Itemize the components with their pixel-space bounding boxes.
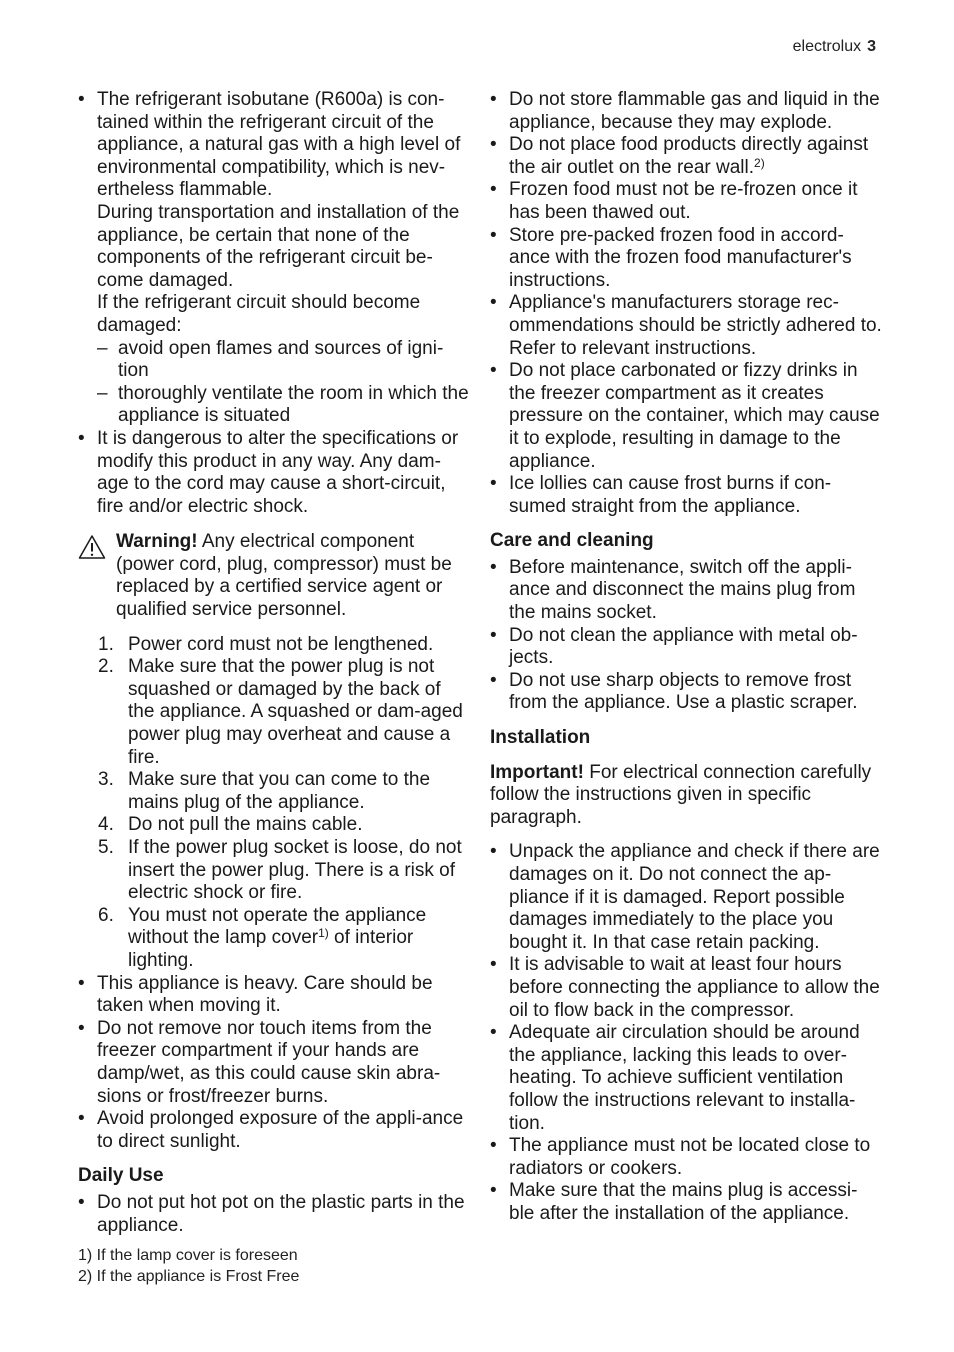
page-number: 3 — [867, 38, 876, 55]
warning-label: Warning! — [116, 531, 198, 553]
left-column — [78, 89, 470, 1237]
list-item: • Do not put hot pot on the plastic parts in the appliance. — [78, 1192, 470, 1237]
list-item: • Store pre-packed frozen food in accord-ance with the frozen food manufacturer's instructions. — [490, 225, 882, 293]
warning-triangle-icon — [78, 534, 106, 560]
paragraph: During transportation and installation of the appliance, be certain that none of the components of the refrigerant circuit be-come damaged. — [97, 201, 460, 291]
list-item — [490, 134, 882, 179]
list-item: • The appliance must not be located close to radiators or cookers. — [490, 1135, 882, 1180]
item-text: If the power plug socket is loose, do not insert the power plug. There is a risk of electric shock or fire. — [128, 837, 462, 904]
list-item: • Adequate air circulation should be around the appliance, lacking this leads to over-heating. To achieve sufficient ventilation follow the instructions relevant to installa-tion. — [490, 1022, 882, 1135]
page-header — [793, 37, 876, 57]
footnote-ref: 2) — [754, 155, 765, 170]
safety-list — [78, 973, 470, 1154]
list-item: • This appliance is heavy. Care should be taken when moving it. — [78, 973, 470, 1018]
list-item: • Ice lollies can cause frost burns if con-sumed straight from the appliance. — [490, 473, 882, 518]
item-text: Make sure that the power plug is not squashed or damaged by the back of the appliance. A squashed or dam-aged power plug may overheat and cause a fire. — [128, 656, 463, 768]
dash-list — [97, 338, 470, 428]
list-item — [78, 89, 470, 428]
paragraph: • The refrigerant isobutane (R600a) is con-tained within the refrigerant circuit of the appliance, a natural gas with a high level of environmental compatibility, which is nev-ertheless flammable. — [97, 89, 461, 201]
numbered-list — [78, 634, 470, 973]
item-number: 3. — [98, 769, 114, 791]
item-text: You must not operate the appliance without the lamp cover — [128, 904, 427, 949]
item-number: 4. — [98, 814, 114, 836]
numbered-item — [78, 837, 470, 905]
important-label: Important! — [490, 761, 584, 783]
right-column — [490, 89, 882, 1226]
numbered-item — [78, 656, 470, 769]
safety-list — [78, 89, 470, 518]
list-item: • Appliance's manufacturers storage rec-ommendations should be strictly adhered to. Refer to relevant instructions. — [490, 292, 882, 360]
section-heading-care-cleaning: Care and cleaning — [490, 530, 654, 552]
numbered-item — [78, 769, 470, 814]
list-item: • Do not use sharp objects to remove frost from the appliance. Use a plastic scraper. — [490, 670, 882, 715]
important-note — [490, 762, 882, 830]
usage-list — [490, 89, 882, 518]
numbered-item — [78, 634, 470, 657]
item-text: Do not pull the mains cable. — [128, 814, 363, 836]
warning-text: Any electrical component (power cord, plug, compressor) must be replaced by a certified service agent or qualified service personnel. — [116, 531, 452, 621]
footnote: 1) If the lamp cover is foreseen — [78, 1247, 298, 1264]
list-item: • Do not store flammable gas and liquid in the appliance, because they may explode. — [490, 89, 882, 134]
item-number: 1. — [98, 633, 114, 655]
numbered-item — [78, 905, 470, 973]
brand-name: electrolux — [792, 38, 862, 55]
daily-use-list — [78, 1192, 470, 1237]
footnote: 2) If the appliance is Frost Free — [78, 1268, 300, 1285]
item-number: 5. — [98, 837, 114, 858]
list-item: • Do not remove nor touch items from the freezer compartment if your hands are damp/wet, as this could cause skin abra-sions or frost/freezer burns. — [78, 1018, 470, 1108]
list-item: • Before maintenance, switch off the appli-ance and disconnect the mains plug from the mains socket. — [490, 557, 882, 625]
list-item: • Do not clean the appliance with metal ob-jects. — [490, 625, 882, 670]
item-text: Power cord must not be lengthened. — [128, 633, 434, 655]
list-item: • It is advisable to wait at least four hours before connecting the appliance to allow the oil to flow back in the compressor. — [490, 954, 882, 1022]
dash-item: – thoroughly ventilate the room in which the appliance is situated — [97, 383, 470, 428]
numbered-item — [78, 814, 470, 837]
section-heading-installation: Installation — [490, 727, 591, 749]
installation-list — [490, 841, 882, 1225]
list-item: • It is dangerous to alter the specifications or modify this product in any way. Any dam-age to the cord may cause a short-circuit, fire and/or electric shock. — [78, 428, 470, 518]
warning-block — [78, 531, 470, 621]
footnotes — [78, 1245, 299, 1287]
list-item: • Do not place carbonated or fizzy drinks in the freezer compartment as it creates pressure on the container, which may cause it to explode, resulting in damage to the appliance. — [490, 360, 882, 473]
list-item: • Unpack the appliance and check if there are damages on it. Do not connect the ap-pliance if it is damaged. Report possible damages immediately to the place you bought it. In that case retain packing. — [490, 841, 882, 954]
list-item: • Avoid prolonged exposure of the appli-ance to direct sunlight. — [78, 1108, 470, 1153]
item-text: Do not place food products directly against the air outlet on the rear wall. — [509, 134, 869, 178]
list-item: • Frozen food must not be re-frozen once it has been thawed out. — [490, 179, 882, 224]
list-item: • Make sure that the mains plug is accessi-ble after the installation of the appliance. — [490, 1180, 882, 1225]
footnote-ref: 1) — [318, 926, 329, 941]
section-heading-daily-use: Daily Use — [78, 1165, 164, 1187]
item-text: Make sure that you can come to the mains plug of the appliance. — [128, 769, 431, 813]
item-text: of interior lighting. — [128, 927, 414, 971]
paragraph: If the refrigerant circuit should become damaged: — [97, 292, 421, 336]
important-text: For electrical connection carefully follow the instructions given in specific paragraph. — [490, 761, 872, 828]
item-number: 6. — [98, 904, 114, 926]
care-list — [490, 557, 882, 715]
item-number: 2. — [98, 656, 114, 678]
dash-item: – avoid open flames and sources of igni-tion — [97, 338, 470, 383]
